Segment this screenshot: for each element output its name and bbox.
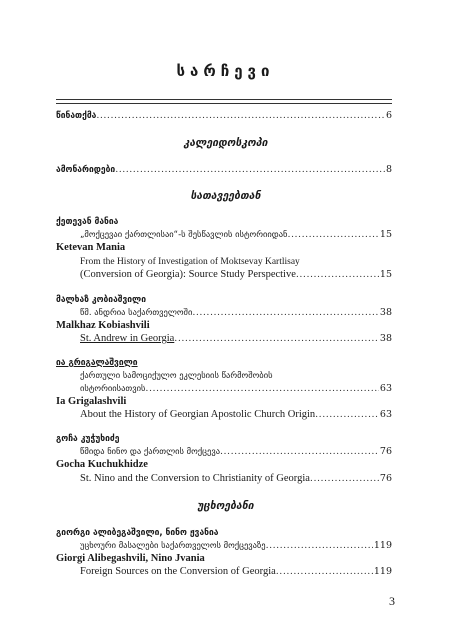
author-georgian: გოჩა კუჭუხიძე [56,434,120,444]
toc-page-number: 8 [385,164,392,175]
leader-dots [192,307,379,319]
toc-entry-intro[interactable] [56,110,392,122]
author-english: Ia Grigalashvili [56,396,127,407]
toc-entry[interactable] [80,333,392,345]
toc-entry[interactable] [80,566,392,578]
toc-entry-title: St. Nino and the Conversion to Christianity of Georgia [80,473,310,484]
leader-dots [115,164,385,176]
toc-page-number: 38 [379,307,392,318]
toc-page-number: 15 [379,269,392,280]
toc-page-number: 15 [379,229,392,240]
leader-dots [266,540,373,552]
toc-entry[interactable] [80,269,392,281]
toc-page-number: 63 [379,383,392,394]
leader-dots [174,333,379,345]
leader-dots [96,110,385,122]
toc-page-number: 38 [379,333,392,344]
author-english: Gocha Kuchukhidze [56,459,148,470]
section-heading-origins: სათავეებთან [190,190,261,202]
leader-dots [287,229,378,241]
toc-page-number: 63 [379,409,392,420]
toc-entry-title: (Conversion of Georgia): Source Study Perspective [80,269,296,280]
author-georgian: მალხაზ კობიაშვილი [56,295,146,305]
toc-entry-title: About the History of Georgian Apostolic Church Origin [80,409,316,420]
toc-entry[interactable] [80,383,392,395]
leader-dots [310,473,379,485]
toc-entry[interactable] [80,540,392,552]
toc-entry-title: „მოქცევაი ქართლისაი“-ს შესწავლის ისტორიიდან [80,230,288,240]
author-georgian: ია გრიგალაშვილი [56,358,138,368]
toc-page-number: 76 [379,473,392,484]
toc-page-number: 6 [385,110,392,121]
toc-entry[interactable] [80,446,392,458]
toc-entry-label: ამონარიდები [56,165,116,175]
toc-entry-title-line: From the History of Investigation of Moktsevay Kartlisay [80,257,300,267]
toc-entry[interactable] [80,409,392,421]
author-english: Giorgi Alibegashvili, Nino Jvania [56,553,205,564]
author-georgian: გიორგი ალიბეგაშვილი, ნინო ჟვანია [56,528,219,538]
title-rule-bottom [56,103,392,104]
page-title: სარჩევი [176,62,275,80]
author-english: Malkhaz Kobiashvili [56,320,150,331]
leader-dots [276,566,373,578]
toc-page-number: 76 [379,446,392,457]
toc-entry-title-line: ქართული სამოციქულო ეკლესიის წარმოშობის [80,371,273,381]
author-georgian: ქეთევან მანია [56,217,119,227]
toc-entry-title: წმიდა ნინო და ქართლის მოქცევა [80,447,221,457]
leader-dots [145,383,378,395]
toc-page-number: 119 [373,540,392,551]
toc-entry-title: წმ. ანდრია საქართველოში [80,308,193,318]
leader-dots [315,409,379,421]
section-heading-foreign: უცხოებანი [197,500,254,512]
toc-page-number: 119 [373,566,392,577]
page-number: 3 [389,594,395,608]
section-heading-kaleidoscope: კალეიდოსკოპი [183,137,268,149]
toc-entry[interactable] [80,229,392,241]
toc-entry-title: Foreign Sources on the Conversion of Georgia [80,566,276,577]
toc-entry-excerpts[interactable] [56,164,392,176]
author-english: Ketevan Mania [56,242,126,253]
leader-dots [296,269,379,281]
leader-dots [220,446,379,458]
toc-entry[interactable] [80,307,392,319]
toc-entry-title: ისტორიისათვის [80,384,146,394]
title-rule-top [56,99,392,100]
toc-entry-label: წინათქმა [56,111,97,121]
toc-entry-title: უცხოური მასალები საქართველოს მოქცევაზე [80,541,266,551]
toc-entry-title: St. Andrew in Georgia [80,333,175,344]
toc-entry[interactable] [80,473,392,485]
